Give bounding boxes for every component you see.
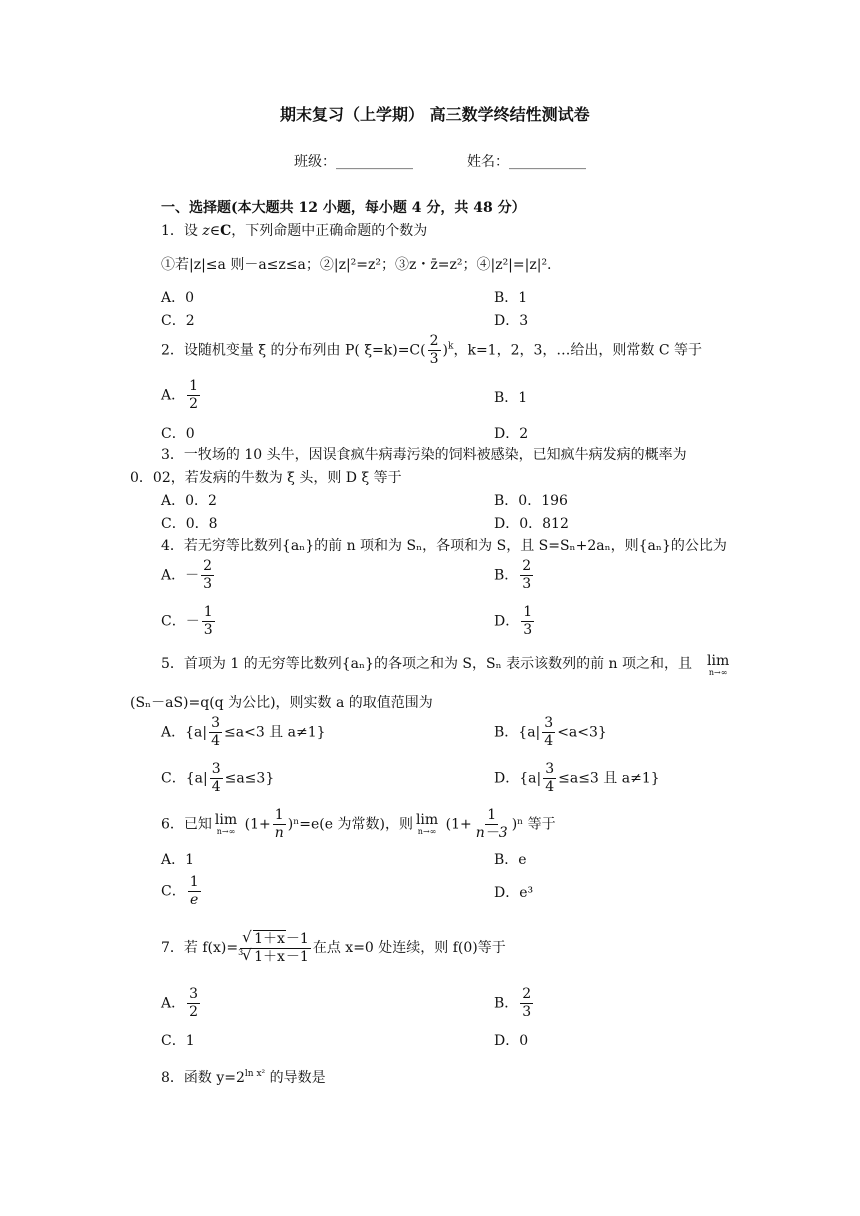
numerator: 3: [544, 715, 554, 731]
lim-text: lim: [707, 653, 730, 669]
option-a: A．1: [161, 852, 195, 868]
question-number: 2．: [161, 342, 184, 359]
question-2-stem: [161, 333, 702, 368]
denominator: 3: [522, 576, 532, 592]
stem-text: ): [442, 342, 448, 359]
option-d: D．e³: [494, 885, 534, 901]
exponent: ln x²: [244, 1069, 266, 1079]
option-b: [494, 558, 535, 593]
fraction: [542, 715, 555, 750]
fraction: [428, 333, 441, 368]
option-b: B．e: [494, 852, 527, 868]
root-index: 3: [238, 947, 244, 957]
option-c: C．2: [161, 313, 195, 329]
limit-operator: [704, 654, 732, 677]
question-6-stem: [161, 807, 556, 842]
denominator: 3: [203, 622, 213, 638]
denominator: 3: [522, 1004, 532, 1020]
fraction: [209, 715, 222, 750]
stem-text: 若无穷等比数列{aₙ}的前 n 项和为 Sₙ，各项和为 S，且 S=Sₙ+2aₙ，则{aₙ}的公比为: [183, 538, 727, 554]
class-label: 班级：: [294, 154, 336, 170]
question-1-propositions: ①若|z|≤a 则－a≤z≤a；②|z|²=z²；③z・z̄=z²；④|z²|=|z|².: [161, 257, 552, 273]
option-text: <a<3}: [557, 724, 607, 741]
option-a: [161, 378, 202, 413]
denominator: [238, 945, 311, 966]
name-blank: ___________: [509, 154, 586, 170]
question-4-stem: [161, 537, 727, 555]
question-number: 6．: [161, 816, 184, 833]
fraction: [521, 604, 534, 639]
cube-root: 3 √ 1＋x: [238, 945, 285, 965]
fraction: [187, 378, 200, 413]
option-label: B．: [494, 995, 519, 1012]
name-label: 姓名：: [467, 154, 509, 170]
question-number: 7．: [161, 940, 184, 956]
option-label: B．: [494, 567, 519, 584]
stem-text: 函数 y=2: [183, 1070, 245, 1086]
denominator: e: [190, 892, 199, 908]
denominator: 2: [189, 396, 199, 412]
option-b: B．0．196: [494, 493, 568, 509]
numerator: 2: [522, 986, 532, 1002]
stem-text: (1+: [240, 816, 271, 833]
question-3-stem-cont: 0．02，若发病的牛数为 ξ 头，则 D ξ 等于: [130, 470, 402, 486]
option-label: C．: [161, 613, 186, 630]
option-text: B．{a|: [494, 724, 541, 741]
denominator: n－3: [475, 825, 508, 841]
fraction: [210, 761, 223, 796]
option-text: ≤a≤3 且 a≠1}: [558, 770, 660, 787]
tail: －1: [285, 948, 309, 965]
class-field: [294, 153, 413, 171]
lim-sub: n→∞: [216, 827, 236, 836]
sign: －: [185, 567, 200, 584]
limit-operator: [416, 813, 438, 836]
stem-text: 一牧场的 10 头牛，因误食疯牛病毒污染的饲料被感染，已知疯牛病发病的概率为: [183, 447, 687, 463]
denominator: 3: [523, 622, 533, 638]
option-label: A．: [161, 567, 186, 584]
question-number: 8．: [161, 1070, 184, 1086]
stem-text: )ⁿ=e(e 为常数)，则: [287, 816, 413, 833]
fraction: [188, 874, 201, 909]
stem-text: 若 f(x)=: [183, 940, 239, 956]
option-text: A．{a|: [161, 724, 208, 741]
stem-text: (1+: [441, 816, 472, 833]
option-text: D．{a|: [494, 770, 542, 787]
section-title: 一、选择题(本大题共 12 小题，每小题 4 分，共 48 分）: [161, 200, 526, 216]
fraction: [273, 807, 286, 842]
numerator: 2: [522, 558, 532, 574]
numerator: 2: [203, 558, 213, 574]
fraction: [520, 986, 533, 1021]
option-d: D．3: [494, 313, 529, 329]
question-number: 5．: [161, 656, 184, 672]
numerator: 3: [211, 761, 221, 777]
option-d: [494, 761, 660, 796]
stem-bold: C: [220, 223, 232, 239]
sqrt: √ 1＋x: [242, 927, 285, 947]
option-b: [494, 715, 607, 750]
stem-text: 设随机变量 ξ 的分布列由 P( ξ=k)=C(: [183, 342, 426, 359]
stem-text: )ⁿ 等于: [511, 816, 556, 833]
denominator: 2: [189, 1004, 199, 1020]
option-a: A．0: [161, 290, 195, 306]
stem-var: z: [202, 223, 210, 239]
radicand: 1＋x: [254, 930, 285, 947]
option-label: C．: [161, 883, 186, 900]
lim-sub: n→∞: [417, 827, 437, 836]
option-c: C．0．8: [161, 516, 218, 532]
sign: －: [185, 613, 200, 630]
option-a: [161, 715, 326, 750]
denominator: 4: [211, 733, 221, 749]
option-d: D．0: [494, 1033, 529, 1049]
question-8-stem: [161, 1069, 326, 1087]
numerator: 2: [429, 333, 439, 349]
question-3-stem: [161, 446, 687, 464]
class-blank: ___________: [336, 154, 413, 170]
stem-text: 已知: [183, 816, 212, 833]
option-d: D．0．812: [494, 516, 569, 532]
denominator: 3: [203, 576, 213, 592]
denominator: 4: [545, 779, 555, 795]
numerator: 3: [211, 715, 221, 731]
numerator: 3: [189, 986, 199, 1002]
stem-text: 在点 x=0 处连续，则 f(0)等于: [312, 940, 506, 956]
numerator: 1: [487, 807, 497, 823]
option-b: [494, 986, 535, 1021]
question-number: 1．: [161, 223, 184, 239]
option-label: D．: [494, 613, 520, 630]
stem-text: ，下列命题中正确命题的个数为: [231, 223, 428, 239]
option-b: B．1: [494, 390, 528, 406]
numerator: 1: [189, 874, 199, 890]
option-c: [161, 604, 217, 639]
fraction: [201, 558, 214, 593]
numerator: 1: [189, 378, 199, 394]
denominator: n: [274, 825, 284, 841]
option-label: A．: [161, 995, 186, 1012]
numerator: 1: [523, 604, 533, 620]
option-c: [161, 874, 203, 909]
question-number: 3．: [161, 447, 184, 463]
stem-text: 的导数是: [265, 1070, 326, 1086]
lim-text: lim: [415, 812, 439, 828]
option-text: ≤a<3 且 a≠1}: [224, 724, 326, 741]
denominator: 4: [211, 779, 221, 795]
radicand: 1＋x: [254, 948, 285, 965]
option-a: [161, 986, 202, 1021]
question-1-stem: [161, 222, 427, 240]
option-d: [494, 604, 536, 639]
question-number: 4．: [161, 538, 184, 554]
option-b: B．1: [494, 290, 528, 306]
question-5-stem: [161, 655, 692, 673]
name-field: [467, 153, 586, 171]
exponent: k: [448, 341, 454, 352]
tail: －1: [285, 930, 309, 947]
option-c: C．1: [161, 1033, 195, 1049]
fraction: [474, 807, 510, 842]
fraction: [187, 986, 200, 1021]
fraction: [202, 604, 215, 639]
fraction: [543, 761, 556, 796]
fraction: [520, 558, 533, 593]
option-a: A．0．2: [161, 493, 217, 509]
fraction: [238, 927, 311, 966]
stem-text: 设: [183, 223, 203, 239]
lim-sub: n→∞: [708, 668, 728, 677]
stem-text: ，k=1，2，3，…给出，则常数 C 等于: [453, 342, 703, 359]
option-text: ≤a≤3}: [224, 770, 275, 787]
numerator: 3: [545, 761, 555, 777]
stem-text: 首项为 1 的无穷等比数列{aₙ}的各项之和为 S，Sₙ 表示该数列的前 n 项之和，且: [183, 656, 693, 672]
question-7-stem: [161, 928, 506, 968]
numerator: 1: [274, 807, 284, 823]
option-d: D．2: [494, 426, 529, 442]
limit-operator: [215, 813, 237, 836]
option-c: [161, 761, 274, 796]
option-text: C．{a|: [161, 770, 208, 787]
denominator: 3: [429, 351, 439, 367]
denominator: 4: [544, 733, 554, 749]
option-c: C．0: [161, 426, 195, 442]
numerator: 1: [203, 604, 213, 620]
question-5-stem-cont: (Sₙ－aS)=q(q 为公比)，则实数 a 的取值范围为: [130, 695, 433, 711]
option-label: A．: [161, 387, 186, 404]
lim-text: lim: [214, 812, 238, 828]
stem-text: ∈: [209, 223, 221, 239]
page-title: 期末复习（上学期） 高三数学终结性测试卷: [280, 105, 590, 124]
option-a: [161, 558, 216, 593]
